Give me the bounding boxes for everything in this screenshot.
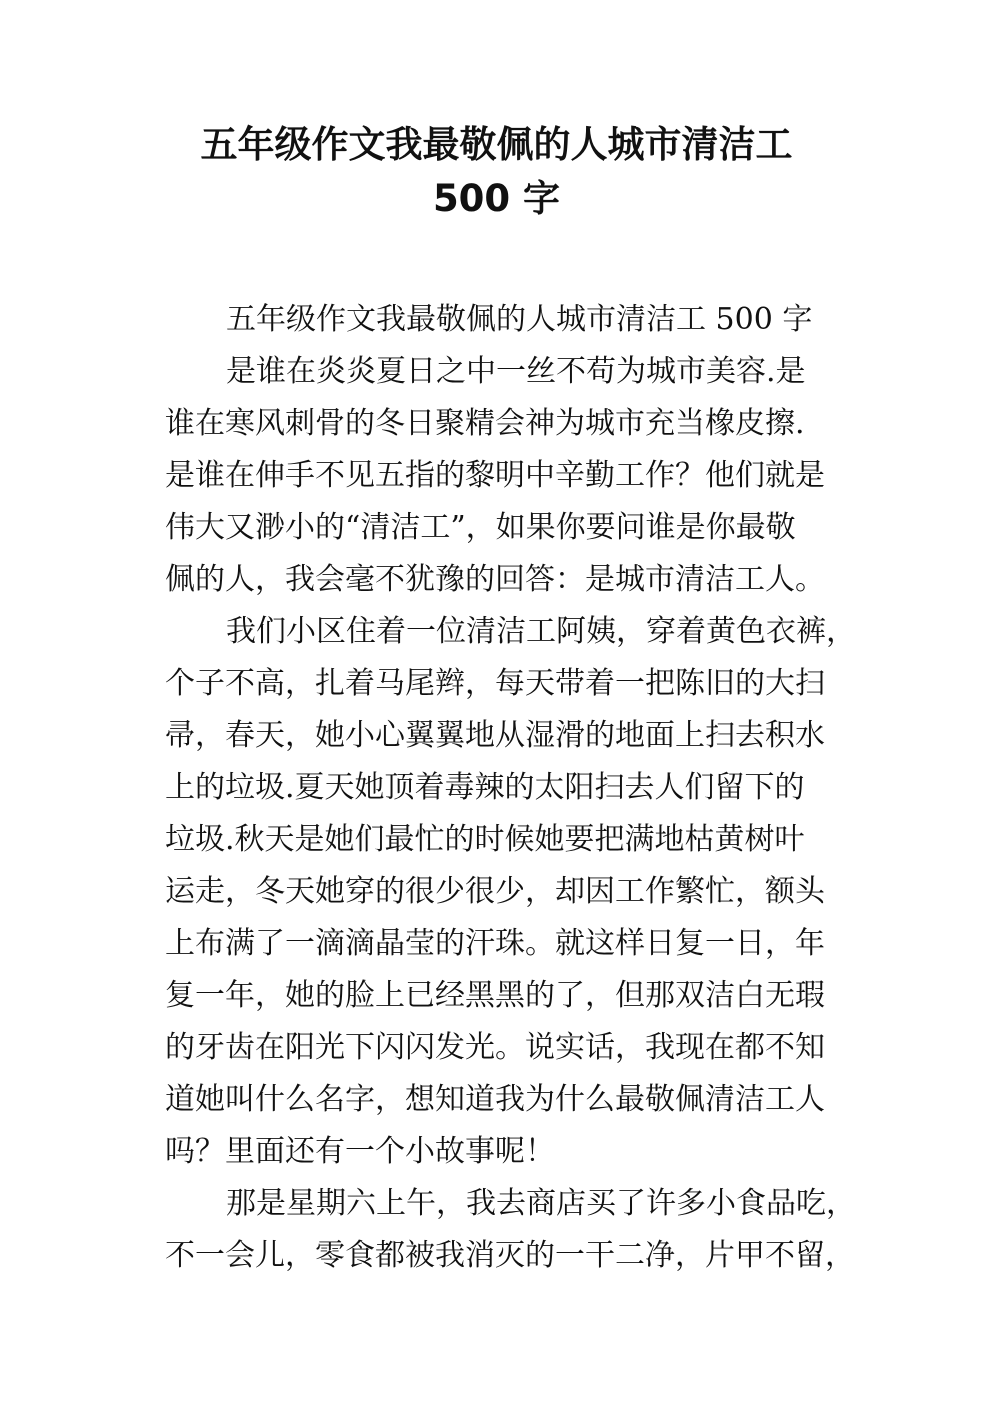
title-line-2: 500 字 (432, 177, 561, 220)
body-line: 谁在寒风刺骨的冬日聚精会神为城市充当橡皮擦. (165, 406, 805, 441)
body-line: 帚，春天，她小心翼翼地从湿滑的地面上扫去积水 (165, 718, 825, 753)
body-line: 伟大又渺小的“清洁工”，如果你要问谁是你最敬 (165, 510, 796, 545)
body-line: 那是星期六上午，我去商店买了许多小食品吃， (226, 1186, 856, 1221)
document-title (0, 118, 993, 226)
body-line: 复一年，她的脸上已经黑黑的了，但那双洁白无瑕 (165, 978, 825, 1013)
body-line: 我们小区住着一位清洁工阿姨，穿着黄色衣裤， (226, 614, 856, 649)
body-line: 是谁在炎炎夏日之中一丝不苟为城市美容.是 (226, 354, 806, 389)
body-line: 上布满了一滴滴晶莹的汗珠。就这样日复一日，年 (165, 926, 825, 961)
body-line: 佩的人，我会毫不犹豫的回答：是城市清洁工人。 (165, 562, 825, 597)
body-line: 个子不高，扎着马尾辫，每天带着一把陈旧的大扫 (165, 666, 825, 701)
body-line: 运走，冬天她穿的很少很少，却因工作繁忙，额头 (165, 874, 825, 909)
body-line: 五年级作文我最敬佩的人城市清洁工 500 字 (226, 302, 813, 337)
body-line: 是谁在伸手不见五指的黎明中辛勤工作？他们就是 (165, 458, 825, 493)
body-line: 不一会儿，零食都被我消灭的一干二净，片甲不留， (165, 1238, 855, 1273)
body-line: 道她叫什么名字，想知道我为什么最敬佩清洁工人 (165, 1082, 825, 1117)
body-line: 垃圾.秋天是她们最忙的时候她要把满地枯黄树叶 (165, 822, 805, 857)
body-line: 上的垃圾.夏天她顶着毒辣的太阳扫去人们留下的 (165, 770, 805, 805)
title-line-1: 五年级作文我最敬佩的人城市清洁工 (200, 123, 793, 166)
body-line: 的牙齿在阳光下闪闪发光。说实话，我现在都不知 (165, 1030, 825, 1065)
body-line: 吗？里面还有一个小故事呢！ (165, 1134, 555, 1169)
